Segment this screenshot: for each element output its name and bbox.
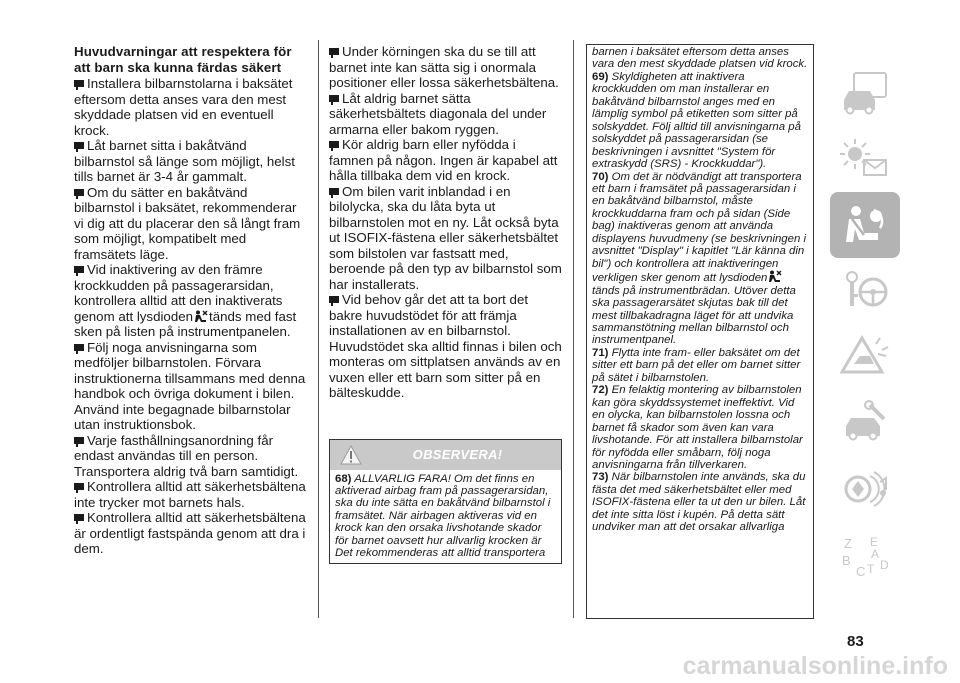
note-paragraph: 72) En felaktig montering av bilbarnstolen kan göra skyddssystemet ineffektivt. Vid en olycka, kan bilbarnstolen lossna och barnet få skador som även kan vara livshotande. För att installera bilbarnstolar för nyfödda eller småbarn, följ noga anvisningarna från tillverkaren.: [592, 384, 803, 471]
index-letter: B: [842, 553, 851, 568]
index-letter: Z: [844, 536, 852, 551]
bullet-icon: [74, 142, 84, 149]
section-heading: Huvudvarningar att respektera för att barn ska kunna färdas säkert: [74, 44, 292, 75]
bullet-paragraph: Låt aldrig barnet sätta säkerhetsbältets diagonala del under armarna eller bakom ryggen.: [329, 90, 547, 137]
multimedia-icon: [840, 466, 890, 512]
bullet-paragraph: Installera bilbarnstolarna i baksätet eftersom detta anses vara den mest skyddade platsen vid en eventuell krock.: [74, 76, 293, 138]
bullet-paragraph: Låt barnet sitta i bakåtvänd bilbarnstol så länge som möjligt, helst tills barnet är 3-4 år gammalt.: [74, 138, 295, 185]
index-letter: D: [880, 558, 889, 572]
bullet-paragraph: Vid inaktivering av den främre krockkudden på passagerarsidan, kontrollera alltid att den inaktiverats genom att lysdioden tänds med fast sken på listen på instrumentpanelen.: [74, 262, 297, 340]
chapter-tabs: [830, 60, 900, 588]
warning-continuation-box: [586, 44, 814, 619]
bullet-paragraph: Om bilen varit inblandad i en bilolycka, ska du låta byta ut bilbarnstolen mot en ny. Låt också byta ut ISOFIX-fästena eller säkerhetsbältet som bilstolen var fastsatt med, beroende på den typ av bilbarnstol som har installerats.: [329, 183, 562, 292]
watermark: carmanualsonline.info: [682, 652, 948, 680]
bullet-paragraph: Om du sätter en bakåtvänd bilbarnstol i baksätet, rekommenderar vi dig att du placerar den så långt fram som möjligt, kompatibelt med framsätets läge.: [74, 184, 301, 262]
index-letter: C: [856, 564, 866, 578]
bullet-icon: [329, 95, 339, 102]
bullet-icon: [74, 483, 84, 490]
column-2: [329, 44, 562, 564]
index-letter: A: [871, 547, 880, 561]
tab-starting-driving[interactable]: [830, 258, 900, 324]
bullet-icon: [329, 48, 339, 55]
column-3: [586, 44, 814, 619]
airbag-off-led-icon: [194, 310, 208, 323]
warning-header: [330, 440, 561, 470]
page-number: 83: [847, 633, 864, 650]
bullet-paragraph: Under körningen ska du se till att barnet inte kan sätta sig i onormala positioner eller lossa säkerhetsbältena.: [329, 44, 559, 90]
tab-lights-messages[interactable]: [830, 126, 900, 192]
bullet-paragraph: Kör aldrig barn eller nyfödda i famnen på någon. Ingen är kapabel att hålla tillbaka dem vid en krock.: [329, 137, 558, 183]
bullet-icon: [74, 266, 84, 273]
tab-safety[interactable]: [830, 192, 900, 258]
airbag-off-led-icon: [768, 270, 782, 283]
car-info-icon: [840, 70, 890, 116]
warning-triangle-icon: [340, 445, 362, 465]
warning-box: [329, 439, 562, 565]
bullet-icon: [74, 189, 84, 196]
note-paragraph: barnen i baksätet eftersom detta anses vara den mest skyddade platsen vid krock.: [592, 46, 808, 71]
tab-index[interactable]: [830, 522, 900, 588]
tab-car-info[interactable]: [830, 60, 900, 126]
note-paragraph: 70) Om det är nödvändigt att transportera ett barn i framsätet på passagerarsidan i en bakåtvänd bilbarnstol, måste krockkuddarna fram och på sidan (Side bag) inaktiveras genom att använda displayens huvudmeny (se beskrivningen i avsnittet "Display" i kapitlet "Lär känna din bil") och kontrollera att inaktiveringen verkligen sker genom att lysdioden tänds på instrumentbrädan. Utöver detta ska passagerarsätet skjutas bak till det mest tillbakadragna läget för att undvika sammanstötning mellan bilbarnstol och instrumentpanel.: [592, 170, 807, 347]
bullet-icon: [329, 141, 339, 148]
column-divider: [573, 40, 574, 618]
bullet-icon: [329, 296, 339, 303]
bullet-paragraph: Varje fasthållningsanordning får endast användas till en person. Transportera aldrig två barn samtidigt.: [74, 432, 299, 479]
index-letter: T: [867, 562, 875, 576]
key-ignition-icon: [840, 268, 890, 314]
warning-title: OBSERVERA!: [412, 447, 503, 462]
bullet-icon: [74, 437, 84, 444]
wrench-car-icon: [840, 400, 890, 446]
tab-emergency[interactable]: [830, 324, 900, 390]
column-1: [74, 44, 307, 557]
index-letters-icon: [840, 532, 890, 578]
bullet-paragraph: Följ noga anvisningarna som medföljer bilbarnstolen. Förvara instruktionerna tillsammans med denna handbok och övriga dokument i bilen. Använd inte begagnade bilbarnstolar utan instruktionsbok.: [74, 339, 306, 433]
note-paragraph: 73) När bilbarnstolen inte används, ska du fästa det med säkerhetsbältet eller med ISOFIX-fästena eller ta ut den ur bilen. Låt det inte sitta löst i kupén. På detta sätt undviker man att det orsakar allvarliga: [592, 471, 806, 534]
tab-multimedia[interactable]: [830, 456, 900, 522]
tab-maintenance[interactable]: [830, 390, 900, 456]
index-letter: E: [870, 535, 879, 549]
bullet-paragraph: Kontrollera alltid att säkerhetsbältena är ordentligt fastspända genom att dra i dem.: [74, 510, 306, 557]
warning-text: 68) ALLVARLIG FARA! Om det finns en aktiverad airbag fram på passagerarsidan, ska du inte sätta en bakåtvänd bilbarnstol i framsätet. När airbagen aktiveras vid en krock kan den orsaka livshotande skador för barnet oavsett hur allvarlig krocken är Det rekommenderas att alltid transportera: [335, 472, 551, 559]
seat-safety-icon: [840, 202, 890, 248]
column-divider: [318, 40, 319, 618]
note-paragraph: 71) Flytta inte fram- eller baksätet om det sitter ett barn på det eller om barnet sitter på sätet i bilbarnstolen.: [592, 346, 801, 384]
warning-triangle-icon: [840, 334, 890, 380]
bullet-icon: [74, 80, 84, 87]
bullet-icon: [74, 344, 84, 351]
bullet-paragraph: Vid behov går det att ta bort det bakre huvudstödet för att främja installationen av en bilbarnstol. Huvudstödet ska alltid finnas i bilen och monteras om sittplatsen används av en vuxen eller ett barn som sitter på en bälteskudde.: [329, 292, 562, 400]
note-paragraph: 69) Skyldigheten att inaktivera krockkudden om man installerar en bakåtvänd bilbarnstol anges med en lämplig symbol på etiketten som sitter på solskyddet. Följ alltid till anvisningarna på solskyddet på passagerarsidan (se beskrivningen i avsnittet "System för extraskydd (SRS) - Krockkuddar").: [592, 70, 801, 171]
bullet-icon: [329, 188, 339, 195]
light-mail-icon: [840, 136, 890, 182]
bullet-icon: [74, 514, 84, 521]
bullet-paragraph: Kontrollera alltid att säkerhetsbältena inte trycker mot barnets hals.: [74, 479, 306, 510]
